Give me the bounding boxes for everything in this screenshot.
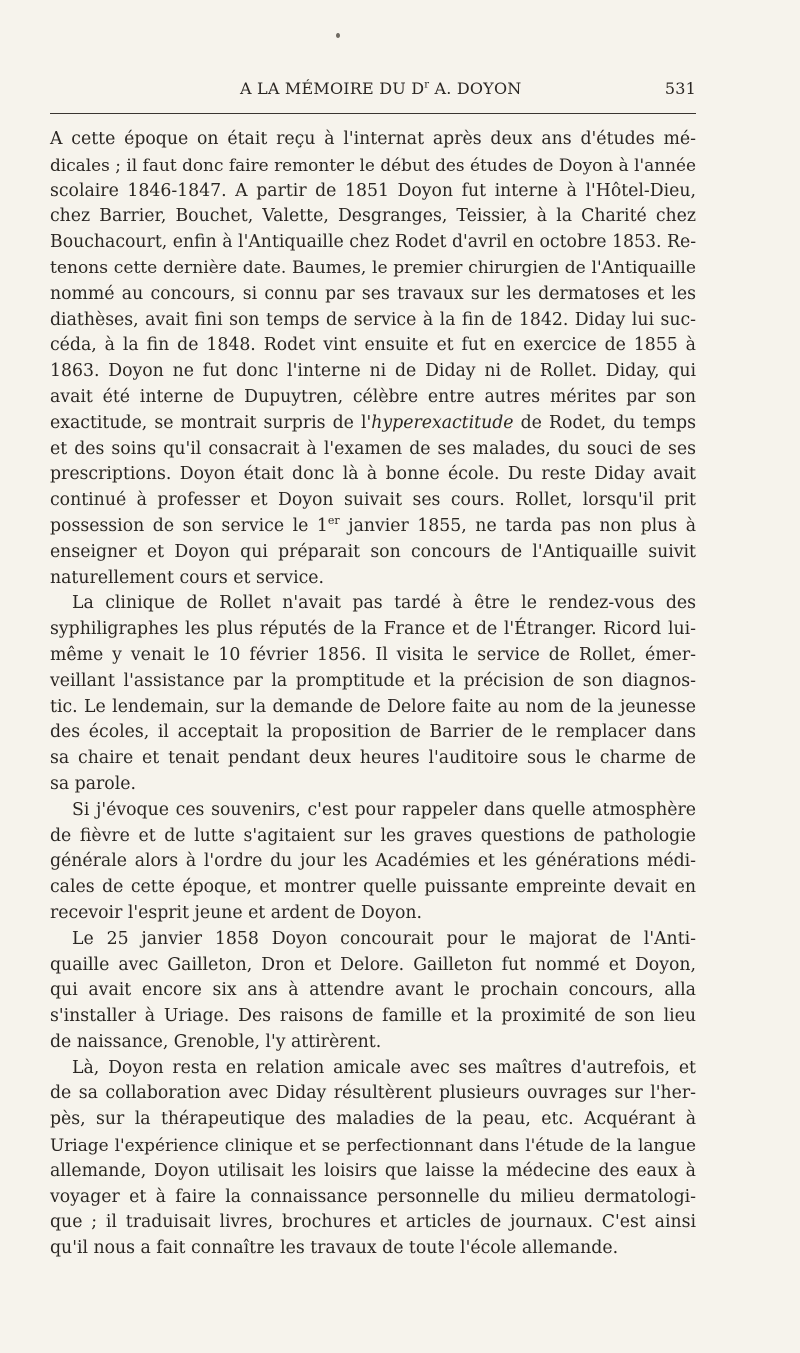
text-line: tic. Le lendemain, sur la demande de Delore faite au nom de la jeunesse [50, 696, 696, 717]
text-line: de naissance, Grenoble, l'y attirèrent. [50, 1031, 382, 1052]
text-line: veillant l'assistance par la promptitude et la précision de son diagnos- [50, 670, 696, 691]
text-line: qu'il nous a fait connaître les travaux de toute l'école allemande. [50, 1238, 619, 1259]
text-line: possession de son service le 1er janvier 1855, ne tarda pas non plus à [50, 514, 696, 536]
text-line: La clinique de Rollet n'avait pas tardé à être le rendez-vous des [72, 593, 696, 614]
text-line: chez Barrier, Bouchet, Valette, Desgranges, Teissier, à la Charité chez [50, 206, 696, 227]
text-line: voyager et à faire la connaissance personnelle du milieu dermatologi- [50, 1186, 696, 1207]
text-line: prescriptions. Doyon était donc là à bonne école. Du reste Diday avait [50, 464, 696, 485]
text-line: syphiligraphes les plus réputés de la France et de l'Étranger. Ricord lui- [50, 619, 696, 640]
ink-speck [336, 33, 340, 38]
text-line: pès, sur la thérapeutique des maladies de la peau, etc. Acquérant à [50, 1109, 696, 1130]
text-line: nommé au concours, si connu par ses travaux sur les dermatoses et les [50, 283, 696, 304]
text-line: des écoles, il acceptait la proposition de Barrier de le remplacer dans [50, 722, 696, 743]
paragraph [50, 1056, 696, 1262]
text-line: sa chaire et tenait pendant deux heures l'auditoire sous le charme de [50, 748, 696, 769]
text-line: naturellement cours et service. [50, 567, 325, 588]
text-line: scolaire 1846-1847. A partir de 1851 Doyon fut interne à l'Hôtel-Dieu, [50, 180, 696, 201]
text-line: générale alors à l'ordre du jour les Académies et les générations médi- [50, 851, 696, 872]
text-line: sa parole. [50, 773, 136, 794]
text-line: Là, Doyon resta en relation amicale avec ses maîtres d'autrefois, et [72, 1057, 696, 1078]
text-line: s'installer à Uriage. Des raisons de famille et la proximité de son lieu [50, 1006, 696, 1027]
text-line: de sa collaboration avec Diday résultèrent plusieurs ouvrages sur l'her- [50, 1083, 696, 1104]
text-line: même y venait le 10 février 1856. Il visita le service de Rollet, émer- [50, 644, 696, 665]
body-text [50, 127, 696, 1262]
text-line: qui avait encore six ans à attendre avant le prochain concours, alla [50, 980, 696, 1001]
italic-word: hyperexactitude [371, 412, 514, 433]
text-line: continué à professer et Doyon suivait ses cours. Rollet, lorsqu'il prit [50, 490, 696, 511]
text-line: Bouchacourt, enfin à l'Antiquaille chez Rodet d'avril en octobre 1853. Re- [50, 232, 697, 253]
text-line: Si j'évoque ces souvenirs, c'est pour rappeler dans quelle atmosphère [72, 799, 696, 820]
text-line: recevoir l'esprit jeune et ardent de Doyon. [50, 902, 422, 923]
paragraph [50, 591, 696, 797]
text-line: allemande, Doyon utilisait les loisirs que laisse la médecine des eaux à [50, 1160, 696, 1181]
text-line: 1863. Doyon ne fut donc l'interne ni de Diday ni de Rollet. Diday, qui [50, 361, 696, 382]
text-line: que ; il traduisait livres, brochures et articles de journaux. C'est ainsi [50, 1212, 696, 1233]
superscript: er [327, 514, 340, 528]
text-line: Le 25 janvier 1858 Doyon concourait pour le majorat de l'Anti- [72, 928, 696, 949]
paragraph [50, 927, 696, 1056]
text-line: de fièvre et de lutte s'agitaient sur les graves questions de pathologie [50, 825, 696, 846]
text-line: avait été interne de Dupuytren, célèbre entre autres mérites par son [50, 386, 696, 407]
text-line: diathèses, avait fini son temps de service à la fin de 1842. Diday lui suc- [50, 309, 696, 330]
text-line: quaille avec Gailleton, Dron et Delore. Gailleton fut nommé et Doyon, [50, 954, 696, 975]
running-header [50, 79, 696, 101]
text-line: céda, à la fin de 1848. Rodet vint ensuite et fut en exercice de 1855 à [50, 335, 696, 356]
paragraph [50, 127, 696, 591]
text-line: dicales ; il faut donc faire remonter le début des études de Doyon à l'année [50, 154, 696, 175]
page-number: 531 [664, 79, 696, 98]
text-line: tenons cette dernière date. Baumes, le premier chirurgien de l'Antiquaille [50, 257, 696, 278]
text-line: exactitude, se montrait surpris de l'hyperexactitude de Rodet, du temps [50, 412, 696, 433]
text-line: cales de cette époque, et montrer quelle puissante empreinte devait en [50, 877, 696, 898]
header-rule [50, 113, 696, 114]
text-line: enseigner et Doyon qui préparait son concours de l'Antiquaille suivit [50, 541, 696, 562]
paragraph [50, 798, 696, 927]
running-title: A LA MÉMOIRE DU $D^r$ A. DOYON [240, 79, 522, 98]
text-line: Uriage l'expérience clinique et se perfectionnant dans l'étude de la langue [50, 1135, 696, 1156]
text-line: et des soins qu'il consacrait à l'examen de ses malades, du souci de ses [50, 438, 696, 459]
text-line: A cette époque on était reçu à l'internat après deux ans d'études mé- [50, 129, 696, 149]
